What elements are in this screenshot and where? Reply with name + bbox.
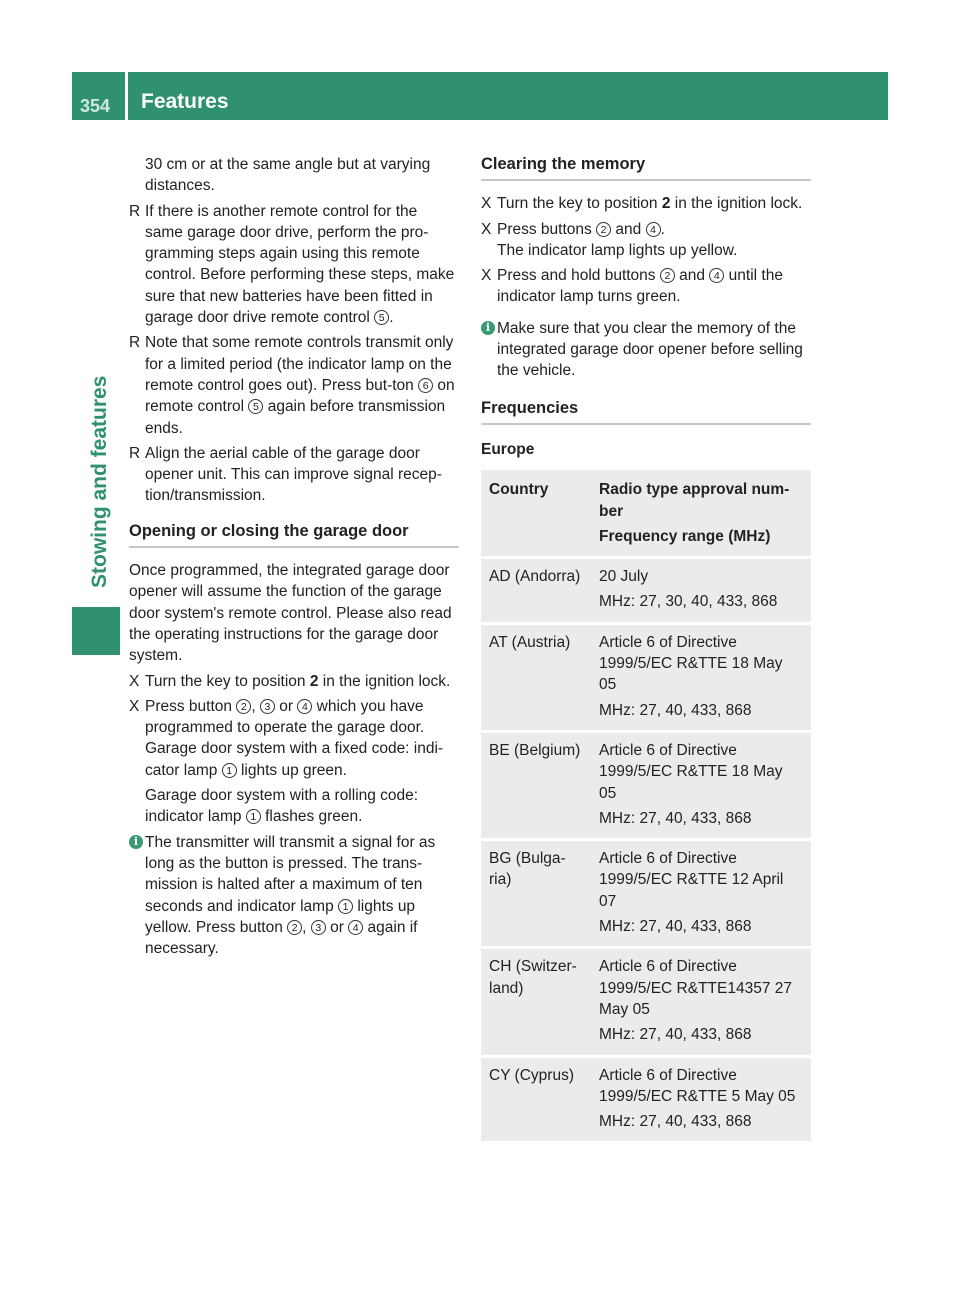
frequency-table	[481, 470, 811, 1144]
cell-approval-text: Article 6 of Directive 1999/5/EC R&TTE 5 May 05	[599, 1066, 796, 1105]
cell-country: AT (Austria)	[481, 623, 591, 731]
step-result	[129, 785, 459, 828]
right-column	[481, 154, 811, 1144]
step-text: until the indicator lamp turns green.	[497, 267, 783, 306]
cell-approval-text: Article 6 of Directive 1999/5/EC R&TTE 18 May 05	[599, 741, 783, 802]
cell-approval-text: Article 6 of Directive 1999/5/EC R&TTE 18 May 05	[599, 633, 783, 694]
bullet-text: on remote control	[145, 376, 455, 416]
note-text: again if necessary.	[145, 918, 418, 958]
step-item	[129, 696, 459, 781]
info-note	[481, 318, 811, 382]
circled-number-one: 1	[246, 809, 261, 824]
side-tab-block	[72, 607, 120, 655]
section-title: Features	[141, 90, 229, 113]
header-country: Country	[481, 470, 591, 557]
note-text: ,	[302, 918, 311, 936]
circled-number-six: 6	[418, 378, 433, 393]
circled-number-one: 1	[338, 899, 353, 914]
info-icon: i	[129, 835, 143, 849]
step-text: and	[611, 220, 646, 238]
step-marker: X	[129, 697, 140, 715]
cell-approval	[591, 731, 811, 839]
cell-approval	[591, 948, 811, 1056]
cell-country: AD (Andorra)	[481, 558, 591, 624]
circled-number-four: 4	[348, 920, 363, 935]
heading-frequencies: Frequencies	[481, 398, 811, 425]
bullet-text: .	[389, 309, 394, 327]
table-row	[481, 1056, 811, 1143]
bullet-item	[129, 201, 459, 329]
cell-approval	[591, 558, 811, 624]
cell-approval	[591, 623, 811, 731]
step-text: lights up green.	[236, 761, 347, 779]
circled-number-two: 2	[236, 699, 251, 714]
circled-number-two: 2	[287, 920, 302, 935]
step-text: in the ignition lock.	[670, 195, 803, 213]
circled-number-two: 2	[660, 268, 675, 283]
info-icon: i	[481, 321, 495, 335]
step-item	[481, 219, 811, 262]
circled-number-four: 4	[709, 268, 724, 283]
step-text: .	[660, 220, 665, 238]
table-row	[481, 731, 811, 839]
table-row	[481, 558, 811, 624]
subheading-europe: Europe	[481, 440, 535, 458]
step-text: Turn the key to position	[145, 672, 310, 690]
circled-number-four: 4	[297, 699, 312, 714]
cell-country: BE (Belgium)	[481, 731, 591, 839]
bullet-text: Note that some remote controls transmit only for a limited period (the indicator lamp on the remote control goes out). Press but-ton	[145, 334, 454, 394]
note-text: or	[325, 918, 349, 936]
cell-range-text: MHz: 27, 40, 433, 868	[599, 1026, 752, 1044]
step-item	[481, 193, 811, 214]
heading-opening: Opening or closing the garage door	[129, 521, 459, 548]
bullet-text: Align the aerial cable of the garage door opener unit. This can improve signal recep-tion/transmission.	[145, 444, 442, 505]
circled-number-three: 3	[260, 699, 275, 714]
step-text: Press buttons	[497, 220, 597, 238]
circled-number-one: 1	[222, 763, 237, 778]
cell-country: BG (Bulga-ria)	[481, 840, 591, 948]
step-text: and	[674, 267, 710, 285]
opening-paragraph: Once programmed, the integrated garage door opener will assume the function of the garage door system's remote control. Please also read the operating instructions for the garage door system.	[129, 562, 452, 665]
cell-country: CH (Switzer-land)	[481, 948, 591, 1056]
circled-number-four: 4	[646, 222, 661, 237]
bullet-marker: R	[129, 202, 141, 220]
step-result-text: Garage door system with a rolling code: indicator lamp	[145, 787, 419, 826]
intro-text: 30 cm or at the same angle but at varying distances.	[145, 156, 431, 195]
cell-country: CY (Cyprus)	[481, 1056, 591, 1143]
step-marker: X	[129, 672, 140, 690]
step-text: Press and hold buttons	[497, 267, 660, 285]
header-range-label: Frequency range (MHz)	[599, 527, 771, 545]
step-marker: X	[481, 195, 492, 213]
step-position: 2	[661, 195, 671, 213]
page-number: 354	[80, 96, 111, 116]
side-tab-label: Stowing and features	[88, 375, 111, 588]
bullet-marker: R	[129, 334, 141, 352]
step-item	[129, 671, 459, 692]
cell-range-text: MHz: 27, 40, 433, 868	[599, 1113, 752, 1131]
header-approval	[591, 470, 811, 557]
bullet-text: If there is another remote control for the same garage door drive, perform the pro-gramming steps again using this remote control. Before performing these steps, make sure that new batteries have been fitted in garage door drive remote control	[145, 202, 455, 327]
cell-approval-text: Article 6 of Directive 1999/5/EC R&TTE14357 27 May 05	[599, 958, 793, 1018]
cell-approval	[591, 840, 811, 948]
cell-approval-text: 20 July	[599, 568, 649, 586]
cell-approval	[591, 1056, 811, 1143]
step-marker: X	[481, 220, 492, 238]
step-text: Turn the key to position	[497, 195, 662, 213]
step-text: or	[274, 697, 298, 715]
table-row	[481, 623, 811, 731]
step-result-text: flashes green.	[260, 808, 363, 826]
step-text: Press button	[145, 697, 237, 715]
cell-approval-text: Article 6 of Directive 1999/5/EC R&TTE 12 April 07	[599, 850, 784, 910]
left-column	[129, 154, 459, 959]
info-note	[129, 832, 459, 960]
note-text: Make sure that you clear the memory of the integrated garage door opener before selling the vehicle.	[497, 319, 803, 380]
step-item	[481, 265, 811, 308]
circled-number-two: 2	[596, 222, 611, 237]
circled-number-five: 5	[248, 399, 263, 414]
bullet-item	[129, 443, 459, 507]
bullet-item	[129, 332, 459, 438]
step-text: ,	[251, 697, 260, 715]
heading-clearing: Clearing the memory	[481, 154, 811, 181]
table-header-row	[481, 470, 811, 557]
table-row	[481, 948, 811, 1056]
step-position: 2	[309, 672, 319, 690]
cell-range-text: MHz: 27, 40, 433, 868	[599, 809, 752, 827]
cell-range-text: MHz: 27, 30, 40, 433, 868	[599, 593, 778, 611]
note-text: The transmitter will transmit a signal for as long as the button is pressed. The trans-mission is halted after a maximum of ten seconds and indicator lamp	[145, 833, 436, 915]
cell-range-text: MHz: 27, 40, 433, 868	[599, 701, 752, 719]
circled-number-five: 5	[374, 310, 389, 325]
header-approval-label: Radio type approval num-ber	[599, 481, 790, 520]
bullet-text: again before transmission ends.	[145, 398, 446, 437]
step-text: which you have programmed to operate the garage door. Garage door system with a fixed code: indi-cator lamp	[145, 697, 444, 779]
step-result-text: The indicator lamp lights up yellow.	[497, 241, 738, 259]
bullet-marker: R	[129, 444, 141, 462]
note-text: lights up yellow. Press button	[145, 897, 416, 936]
cell-range-text: MHz: 27, 40, 433, 868	[599, 918, 752, 936]
circled-number-three: 3	[311, 920, 326, 935]
header-divider	[125, 72, 128, 120]
step-text: in the ignition lock.	[318, 672, 451, 690]
table-row	[481, 840, 811, 948]
step-marker: X	[481, 267, 492, 285]
